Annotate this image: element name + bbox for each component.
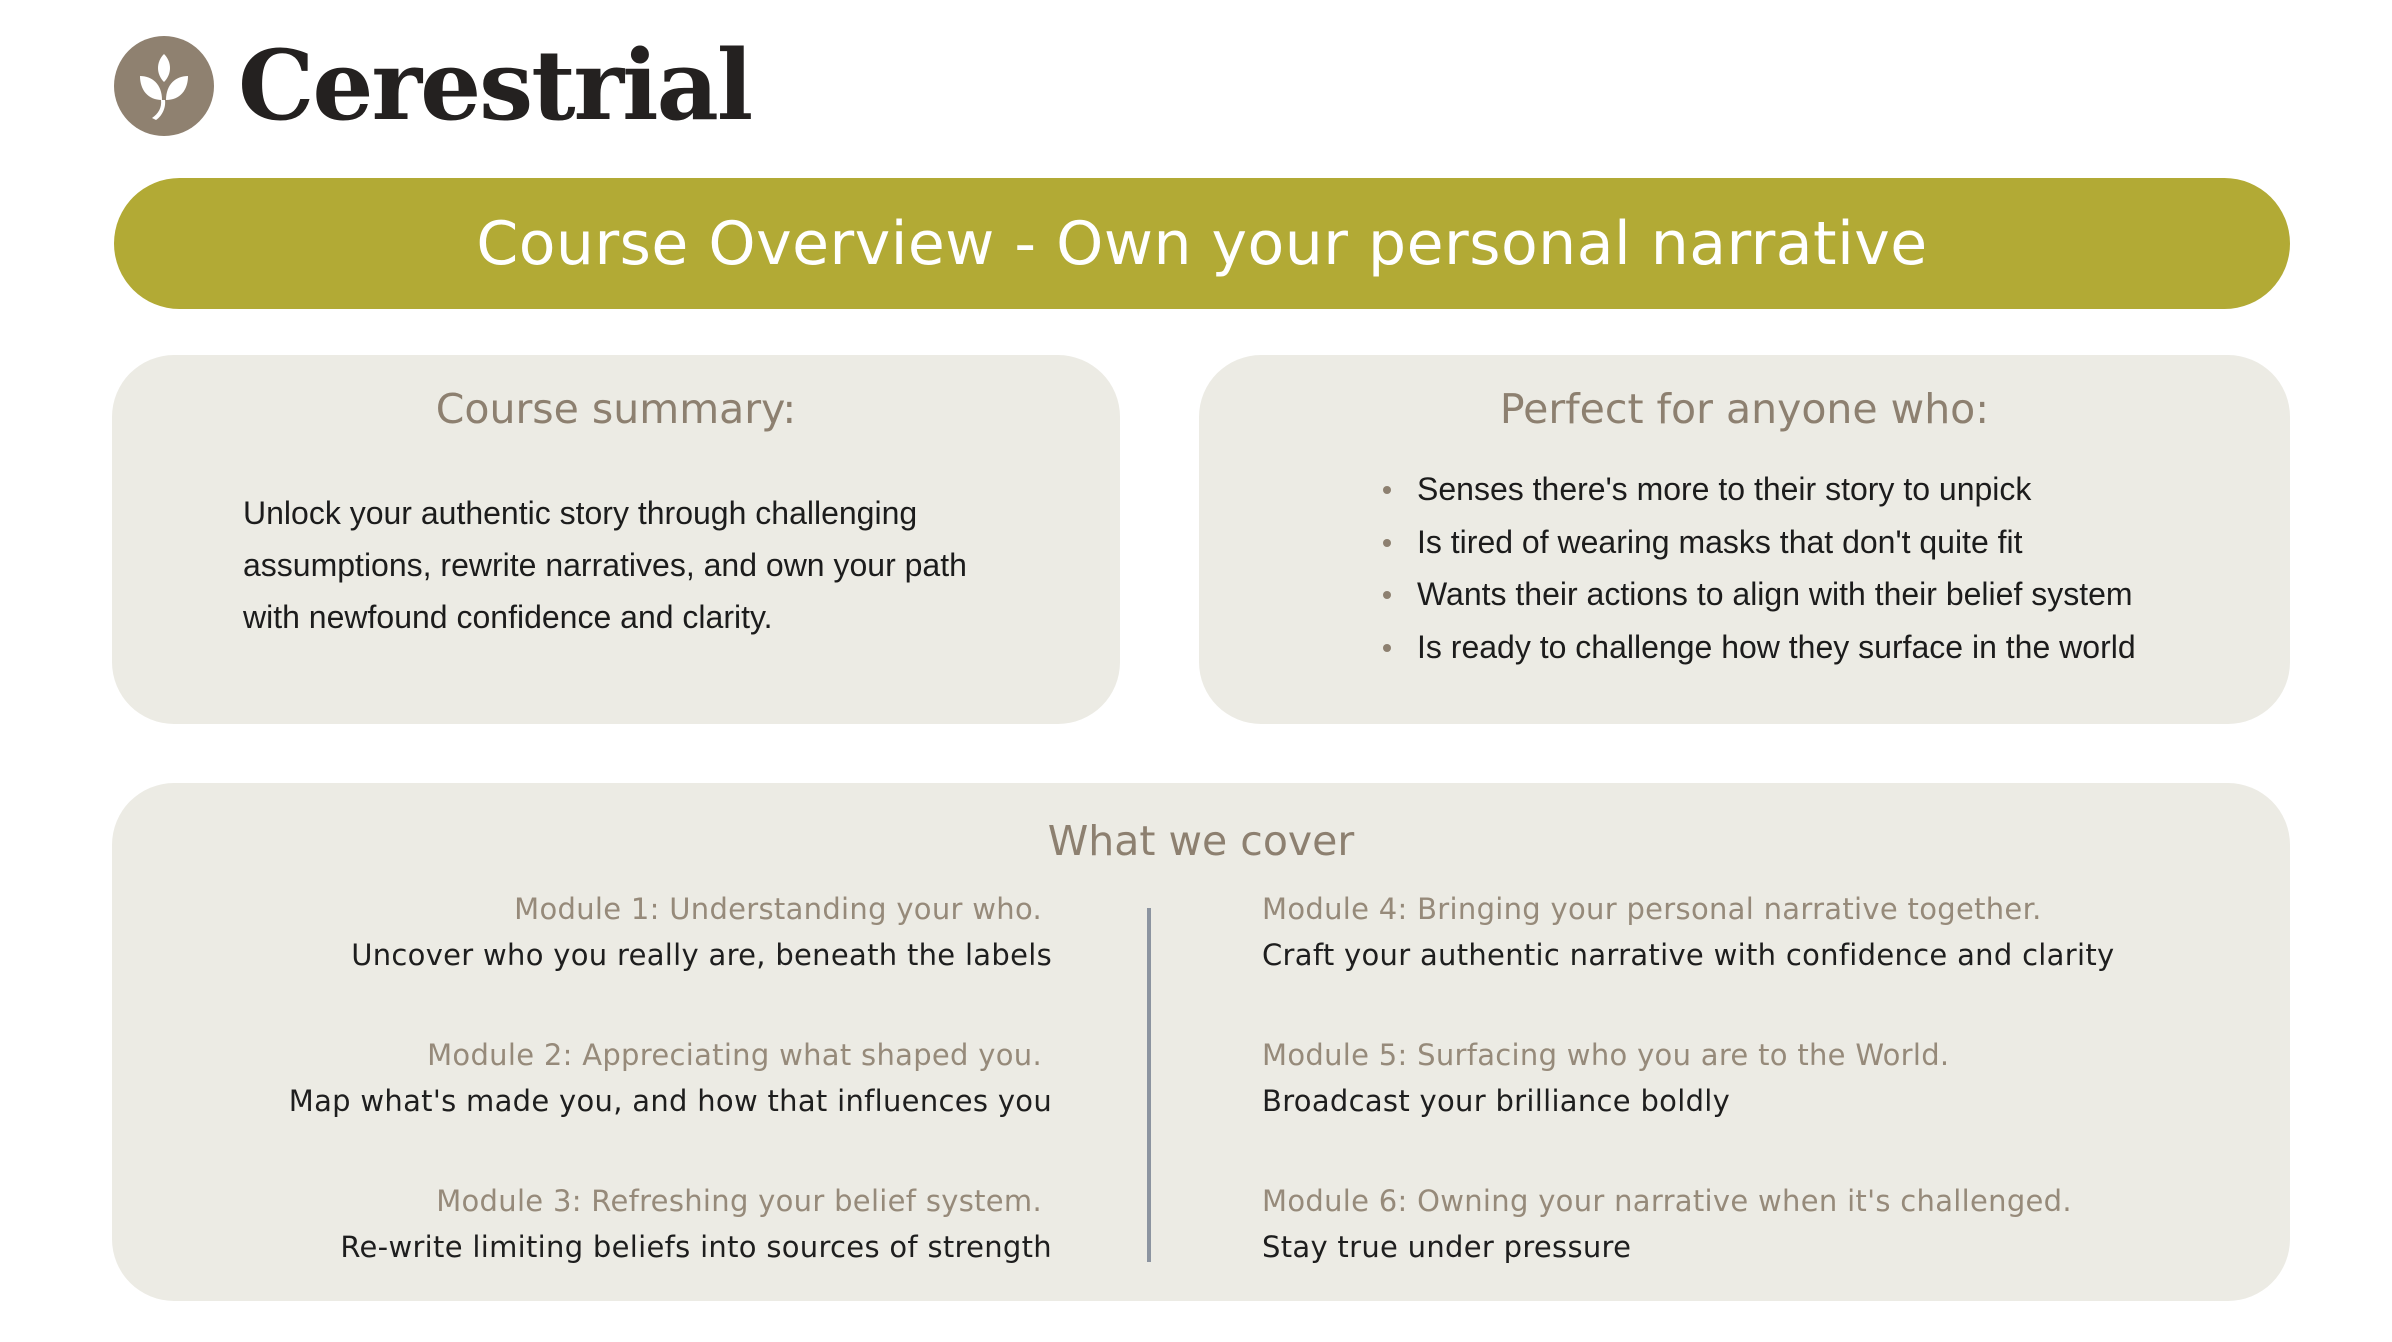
module-title: Module 2: Appreciating what shaped you. (427, 1038, 1042, 1072)
audience-list (1381, 463, 2136, 673)
bullet-icon (1383, 539, 1391, 547)
page-title: Course Overview - Own your personal narrative (476, 208, 1928, 279)
module-title: Module 5: Surfacing who you are to the World. (1262, 1038, 1950, 1072)
audience-item (1381, 463, 2136, 516)
modules-right-column (1262, 887, 2162, 1325)
module-description: Re-write limiting beliefs into sources of strength (340, 1230, 1052, 1264)
modules-left-column (112, 887, 1052, 1325)
module-item (112, 1033, 1052, 1179)
module-item (1262, 1179, 2162, 1325)
module-item (1262, 1033, 2162, 1179)
module-description: Broadcast your brilliance boldly (1262, 1084, 1731, 1118)
audience-item-text: Is tired of wearing masks that don't quite fit (1417, 523, 2023, 560)
module-title: Module 1: Understanding your who. (514, 892, 1042, 926)
module-description: Uncover who you really are, beneath the labels (351, 938, 1052, 972)
audience-item (1381, 516, 2136, 569)
module-title: Module 4: Bringing your personal narrative together. (1262, 892, 2042, 926)
audience-item-text: Senses there's more to their story to unpick (1417, 471, 2032, 507)
module-title: Module 6: Owning your narrative when it's challenged. (1262, 1184, 2072, 1218)
leaf-sprout-icon (114, 36, 214, 136)
what-we-cover-card (112, 783, 2290, 1301)
course-summary-card (112, 355, 1120, 724)
course-summary-text: Unlock your authentic story through challenging assumptions, rewrite narratives, and own your path with newfound confidence and clarity. (243, 495, 967, 635)
module-item (1262, 887, 2162, 1033)
module-description: Map what's made you, and how that influences you (288, 1084, 1052, 1118)
module-description: Stay true under pressure (1262, 1230, 1632, 1264)
audience-heading: Perfect for anyone who: (1499, 385, 1990, 433)
audience-card (1199, 355, 2290, 724)
audience-item-text: Wants their actions to align with their belief system (1417, 576, 2133, 612)
module-item (112, 1179, 1052, 1325)
brand-wordmark: Cerestrial (238, 29, 752, 142)
module-item (112, 887, 1052, 1033)
brand-logo (114, 29, 752, 142)
audience-item (1381, 568, 2136, 621)
audience-item-text: Is ready to challenge how they surface in the world (1417, 628, 2136, 665)
module-title: Module 3: Refreshing your belief system. (436, 1184, 1042, 1218)
title-banner (114, 178, 2290, 309)
bullet-icon (1383, 486, 1391, 494)
audience-item (1381, 621, 2136, 674)
column-divider (1147, 908, 1151, 1262)
bullet-icon (1383, 644, 1391, 652)
what-we-cover-heading: What we cover (1047, 817, 1355, 865)
bullet-icon (1383, 591, 1391, 599)
course-summary-heading: Course summary: (435, 385, 797, 433)
module-description: Craft your authentic narrative with confidence and clarity (1262, 938, 2115, 972)
